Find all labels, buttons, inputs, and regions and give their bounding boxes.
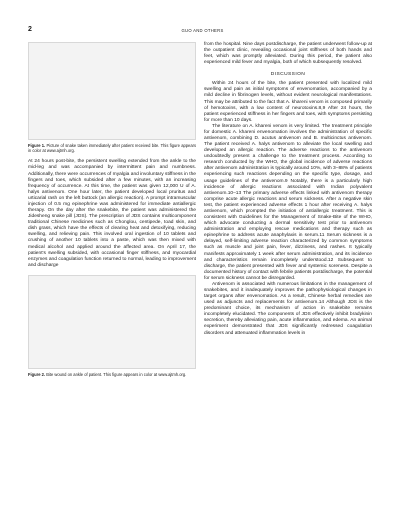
left-paragraph-1: At 24 hours post-bite, the persistent swelling extended from the ankle to the mid-leg and was accompanied by intermittent pain and numbness. Additionally, there were occurrences of myalgia and involuntary stiffness in the fingers and toes, which subsided after a few minutes, with an increasing frequency of occurrence. At this time, the patient was given 12,000 U of A. halys antivenom. One hour later, the patient developed local pruritus and urticarial rash on the left buttock (an allergic reaction). A prompt intramuscular injection of 0.5 mg epinephrine was administered for immediate antiallergic therapy. On the day after the snakebite, the patient was administered the Jidesheng snake pill (JDS). The prescription of JDS contains multicomponent traditional Chinese medicines such as Chonglou, centipede, toad skin, and dish grass, which have the effects of clearing heat and detoxifying, reducing swelling, and relieving pain. This involved oral ingestion of 10 tablets and crushing of another 10 tablets into a paste, which was then mixed with medical alcohol and applied around the affected area. On April 17, the patient's swelling subsided, with occasional finger stiffness, and myocardial enzymes and coagulation function returned to normal, leading to improvement and discharge bbox=[28, 159, 196, 268]
right-paragraph-1: from the hospital. Nine days postdischarge, the patient underwent follow-up at the outpatient clinic, revealing occasional joint stiffness of both hands and feet, which was promptly alleviated. During this period, the patient also experienced mild fever and myalgia, both of which subsequently resolved. bbox=[204, 42, 372, 66]
bite-wound-photo-placeholder bbox=[29, 276, 195, 368]
figure-2-bite-wound-photo bbox=[28, 275, 196, 369]
right-paragraph-4: Antivenom is associated with numerous limitations in the management of snakebites, and it inadequately improves the pathophysiological changes in target organs after envenomation. As a result, Chinese herbal remedies are used as adjuncts and replacements for antivenom.14 Although JDS is the predominant choice, its mechanism of action in snakebite remains incompletely elucidated. The components of JDS effectively inhibit bradykinin secretion, thereby alleviating pain, acute inflammation, and edema. An animal experiment demonstrated that JDS significantly redressed coagulation disorders and attenuated inflammation levels in bbox=[204, 281, 372, 336]
figure-2-label: Figure 2. bbox=[28, 371, 46, 377]
figure-1-caption-text: Picture of snake taken immediately after patient received bite. This figure appears in color at www.ajtmh.org. bbox=[28, 143, 197, 154]
right-paragraph-3: The literature on A. khareni venom is very limited. The treatment principle for domestic A. khareni envenomation involves the administration of specific antivenom, combining D. acutus antivenom and B. multicinctus antivenom. The patient received A. halys antivenom to alleviate the local swelling and developed an allergic reaction. The adverse reactions to the antivenom undoubtedly present a challenge to the treatment process. According to research conducted by the WHO, the global incidence of adverse reactions after antivenom administration is typically around 10%, with 3–88% of patients experiencing such reactions depending on the specific type, dosage, and usage guidelines of the antivenom.9 Notably, there is a particularly high incidence of allergic reactions associated with Indian polyvalent antivenom.10–13 The primary adverse effects linked with antivenom therapy comprise acute allergic reactions and serum sickness. After a negative skin test, the patient experienced adverse effects 1 hour after receiving A. halys antivenom, which prompted the initiation of antiallergic treatment. This is consistent with Guidelines for the Management of Snake-Bite of the WHO, which advocate conducting a dermal sensitivity test prior to antivenom administration and employing rescue medications and therapy such as epinephrine to address acute anaphylaxis in serum.11 Serum sickness is a delayed, self-limiting adverse reaction characterized by common symptoms such as muscle and joint pain, fever, dizziness, and rashes. It typically manifests approximately 1 week after serum administration, and its incidence and characteristics remain incompletely understood.12 Subsequent to discharge, the patient presented with fever and systemic soreness. Despite a documented history of contact with febrile patients postdischarge, the potential for serum sickness cannot be disregarded. bbox=[204, 123, 373, 281]
right-paragraph-2: Within 24 hours of the bite, the patient presented with localized mild swelling and pain as initial symptoms of envenomation, accompanied by a mild decline in fibrinogen levels, without evident neurological manifestations. This may be attributed to the fact that A. khareni venom is composed primarily of hemotoxins, with a low content of neurotoxins.8,9 After 24 hours, the patient experienced stiffness in her fingers and toes, with symptoms persisting for more than 10 days. bbox=[204, 81, 372, 123]
figure-2-caption-text: Bite wound on ankle of patient. This figure appears in color at www.ajtmh.org. bbox=[46, 371, 187, 377]
running-head: GUO AND OTHERS bbox=[181, 28, 224, 33]
figure-1-snake-photo bbox=[28, 42, 196, 140]
figure-1-caption bbox=[28, 143, 196, 153]
snake-photo-placeholder bbox=[29, 43, 195, 139]
discussion-heading: DISCUSSION bbox=[270, 72, 306, 78]
figure-2-caption bbox=[28, 372, 196, 377]
page-number: 2 bbox=[28, 26, 32, 33]
left-column bbox=[28, 42, 196, 377]
right-column bbox=[204, 42, 372, 337]
figure-1-label: Figure 1. bbox=[28, 143, 46, 148]
